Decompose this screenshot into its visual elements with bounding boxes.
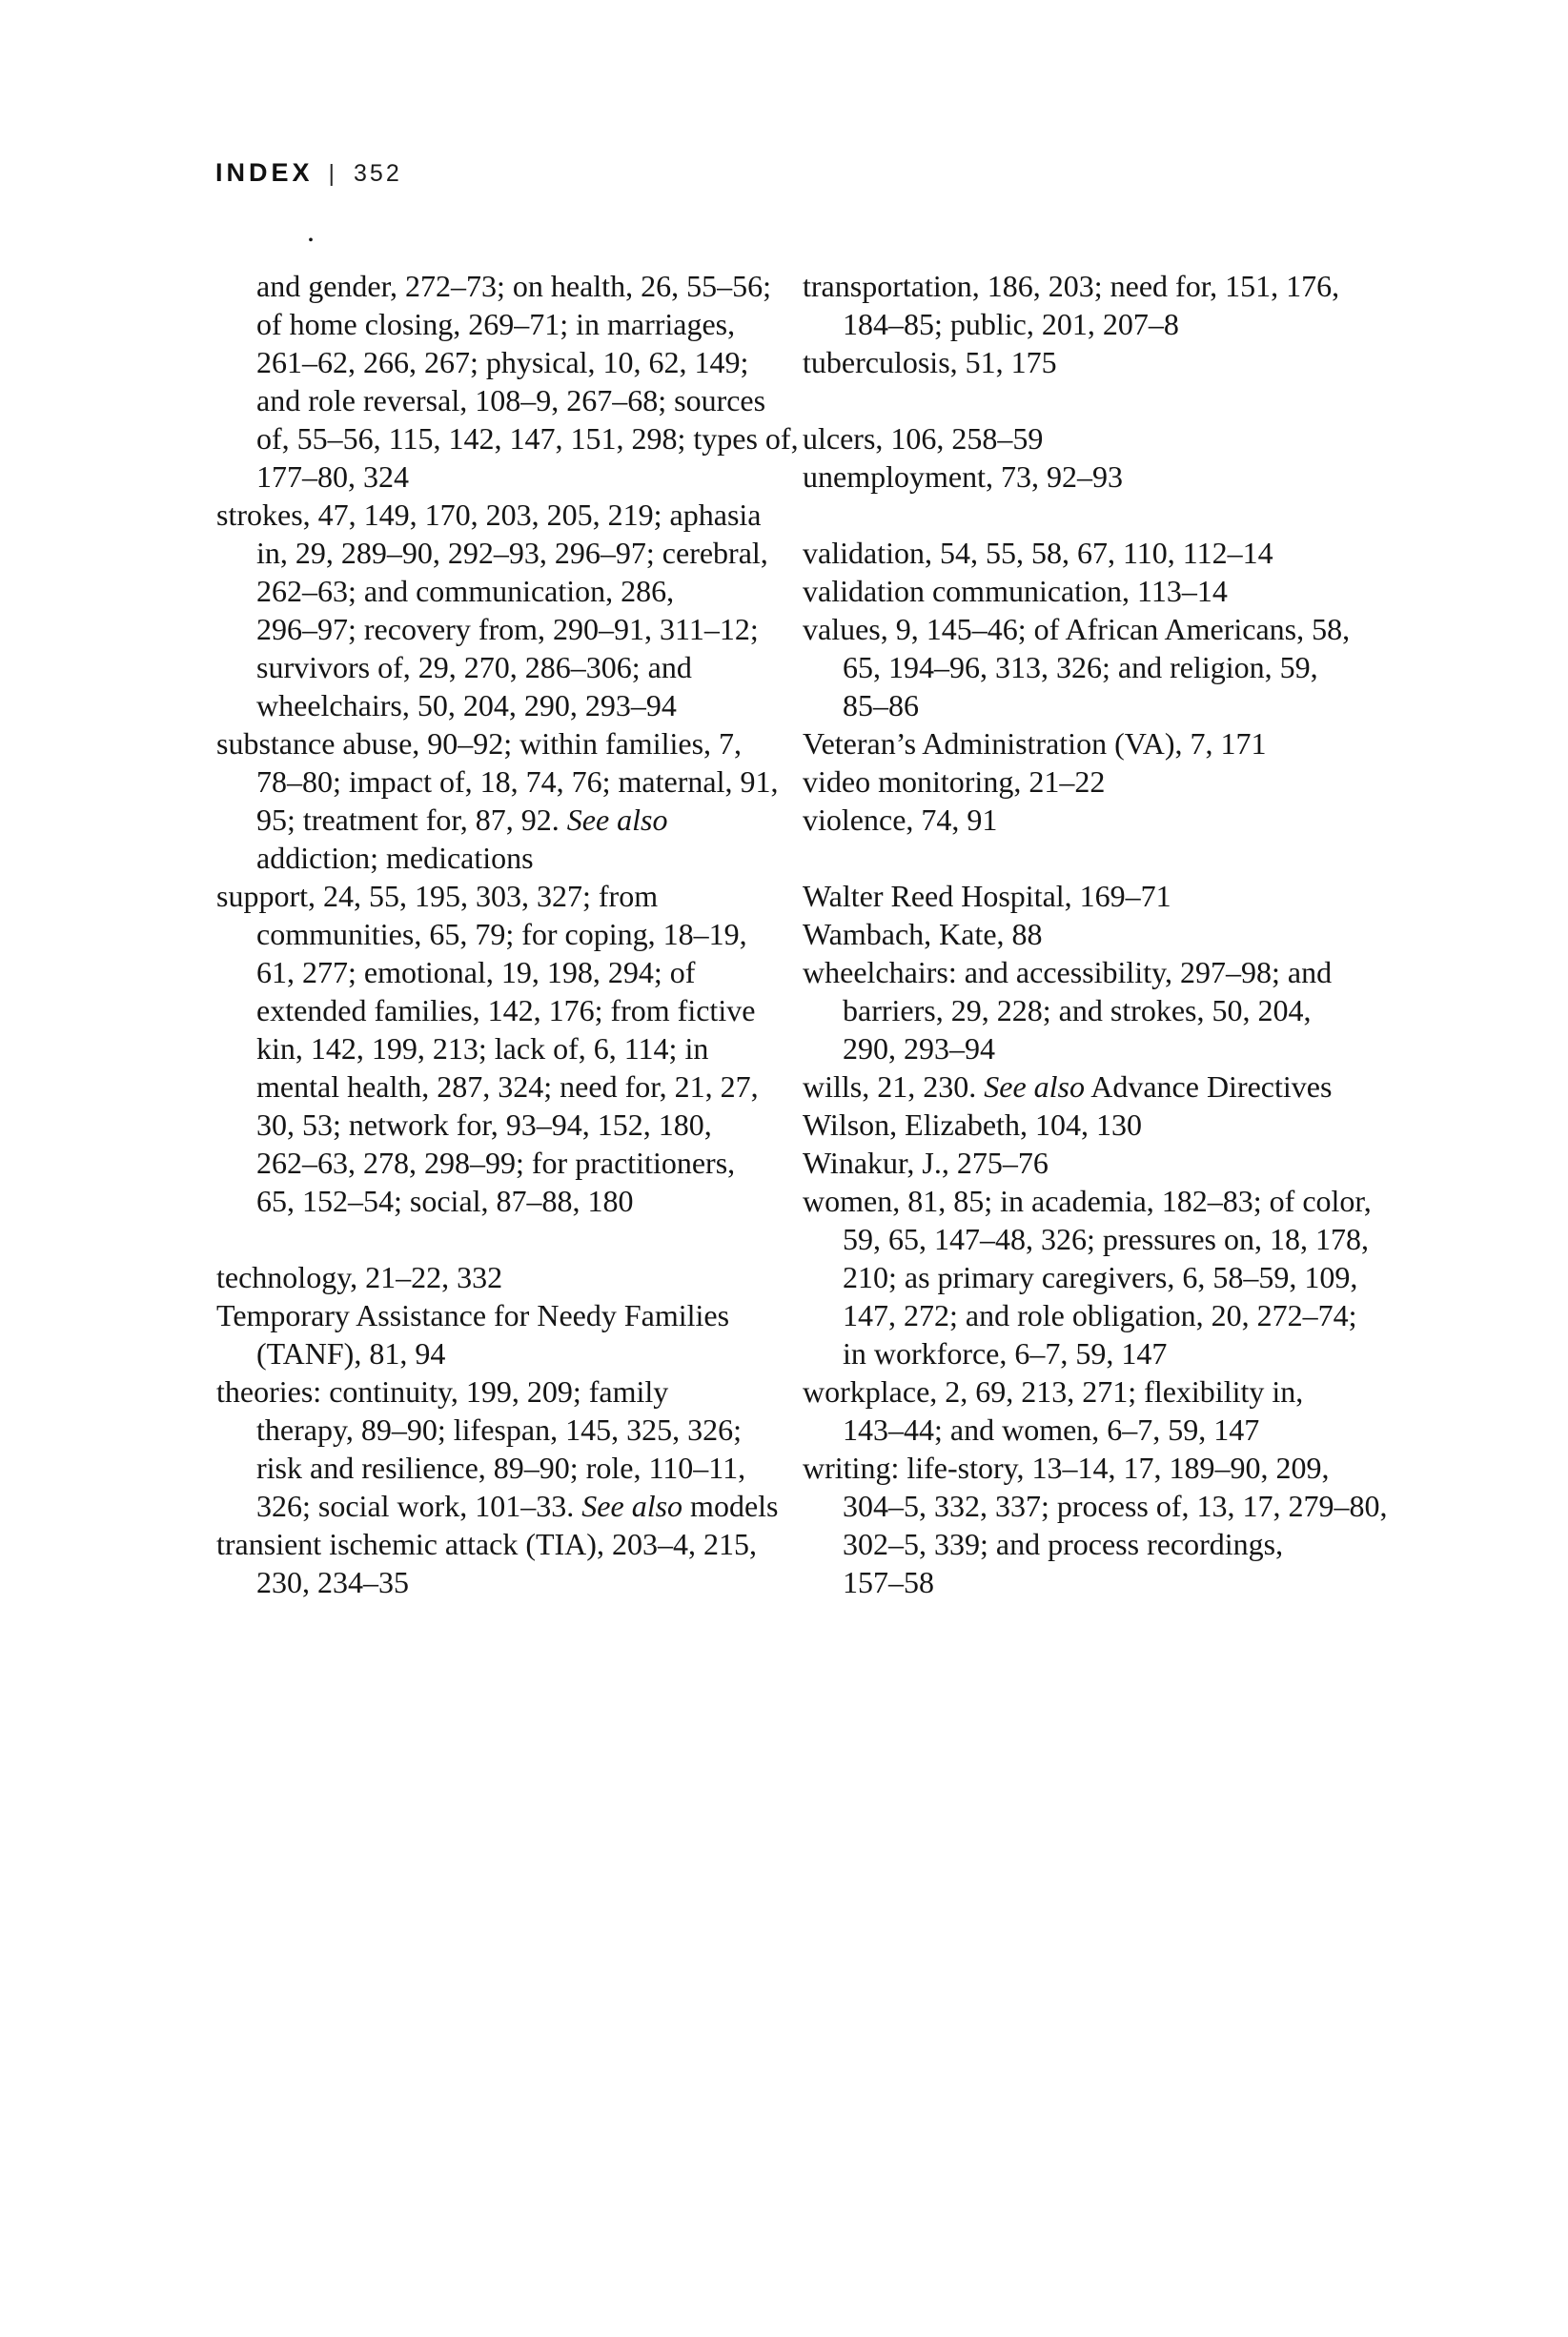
index-entry (803, 534, 1470, 572)
entry-text: 65, 152–54; social, 87–88, 180 (256, 1184, 634, 1218)
entry-text: 59, 65, 147–48, 326; pressures on, 18, 178, (843, 1222, 1369, 1256)
entry-text: 157–58 (843, 1565, 934, 1599)
entry-text: 261–62, 266, 267; physical, 10, 62, 149; (256, 345, 749, 379)
index-entry-line (803, 991, 1470, 1029)
index-entry (216, 496, 826, 724)
entry-text: women, 81, 85; in academia, 182–83; of color, (803, 1184, 1372, 1218)
index-entry-line (216, 267, 826, 305)
index-entry-line (216, 648, 826, 686)
index-entry-line (803, 1144, 1470, 1182)
index-entry-line (216, 1449, 826, 1487)
index-entry-line (216, 877, 826, 915)
index-entry-line (803, 953, 1470, 991)
header-separator: | (328, 160, 336, 187)
index-entry (216, 724, 826, 877)
index-entry-line (216, 1029, 826, 1067)
entry-text: 230, 234–35 (256, 1565, 409, 1599)
entry-text: communities, 65, 79; for coping, 18–19, (256, 917, 747, 951)
index-entry-line (803, 648, 1470, 686)
entry-text: 290, 293–94 (843, 1031, 995, 1066)
entry-text: and gender, 272–73; on health, 26, 55–56; (256, 269, 771, 303)
entry-text: 177–80, 324 (256, 459, 409, 494)
index-entry-line (803, 305, 1470, 343)
section-gap (803, 839, 1470, 877)
entry-text: 262–63; and communication, 286, (256, 574, 675, 608)
entry-text: 302–5, 339; and process recordings, (843, 1527, 1284, 1561)
index-entry (803, 724, 1470, 762)
entry-text: 61, 277; emotional, 19, 198, 294; of (256, 955, 696, 989)
index-entry-line (216, 457, 826, 496)
index-entry (803, 1449, 1470, 1601)
index-entry-line (803, 1182, 1470, 1220)
index-entry-line (216, 343, 826, 381)
index-entry (216, 1296, 826, 1372)
index-entry-line (216, 686, 826, 724)
index-entry-line (803, 1449, 1470, 1487)
index-entry-line (216, 305, 826, 343)
index-entry-line (216, 419, 826, 457)
index-entry-line (216, 1372, 826, 1411)
index-entry (803, 1372, 1470, 1449)
index-entry-line (803, 877, 1470, 915)
entry-text: 184–85; public, 201, 207–8 (843, 307, 1179, 341)
index-entry-line (803, 267, 1470, 305)
index-entry-line (803, 419, 1470, 457)
index-entry (803, 915, 1470, 953)
entry-text: technology, 21–22, 332 (216, 1260, 503, 1294)
entry-text: 296–97; recovery from, 290–91, 311–12; (256, 612, 759, 646)
page-header (215, 158, 402, 188)
index-entry-line (803, 1220, 1470, 1258)
index-entry-line (803, 1372, 1470, 1411)
index-heading: INDEX (215, 158, 314, 187)
entry-text: strokes, 47, 149, 170, 203, 205, 219; aphasia (216, 498, 762, 532)
index-entry-line (803, 1067, 1470, 1106)
entry-text: writing: life-story, 13–14, 17, 189–90, 209, (803, 1451, 1330, 1485)
orphan-period-mark: . (307, 213, 315, 248)
entry-text: 210; as primary caregivers, 6, 58–59, 109, (843, 1260, 1358, 1294)
entry-text: transient ischemic attack (TIA), 203–4, 215, (216, 1527, 757, 1561)
index-right-column (803, 267, 1470, 1601)
index-entry (216, 1372, 826, 1525)
index-entry-line (803, 457, 1470, 496)
entry-text: mental health, 287, 324; need for, 21, 27, (256, 1069, 759, 1104)
index-entry (803, 953, 1470, 1067)
entry-text: Winakur, J., 275–76 (803, 1146, 1049, 1180)
index-entry (803, 1182, 1470, 1372)
index-entry-line (803, 801, 1470, 839)
index-entry-line (216, 381, 826, 419)
index-entry-line (803, 572, 1470, 610)
index-entry (803, 1106, 1470, 1144)
entry-text: 326; social work, 101–33. (256, 1489, 582, 1523)
entry-text: violence, 74, 91 (803, 803, 998, 837)
index-entry-line (803, 1411, 1470, 1449)
index-entry-line (803, 686, 1470, 724)
entry-text: substance abuse, 90–92; within families, 7, (216, 726, 743, 761)
index-entry-line (216, 1258, 826, 1296)
index-entry (803, 419, 1470, 457)
entry-text: Temporary Assistance for Needy Families (216, 1298, 730, 1332)
index-entry-line (216, 610, 826, 648)
index-entry-line (803, 1296, 1470, 1334)
entry-text: extended families, 142, 176; from fictive (256, 993, 756, 1027)
index-entry-line (803, 1334, 1470, 1372)
entry-text: validation communication, 113–14 (803, 574, 1228, 608)
index-entry-line (216, 496, 826, 534)
index-entry-line (803, 915, 1470, 953)
entry-text: 143–44; and women, 6–7, 59, 147 (843, 1412, 1260, 1447)
index-entry-line (216, 572, 826, 610)
index-entry-line (216, 953, 826, 991)
see-also-cross-reference: See also (984, 1069, 1085, 1104)
index-left-column (216, 267, 826, 1601)
entry-text: ulcers, 106, 258–59 (803, 421, 1044, 456)
index-entry (216, 1525, 826, 1601)
entry-text: in workforce, 6–7, 59, 147 (843, 1336, 1168, 1371)
index-entry-line (803, 610, 1470, 648)
entry-text: 65, 194–96, 313, 326; and religion, 59, (843, 650, 1318, 684)
entry-text: 30, 53; network for, 93–94, 152, 180, (256, 1108, 712, 1142)
entry-text: 78–80; impact of, 18, 74, 76; maternal, 91, (256, 764, 779, 799)
entry-text: unemployment, 73, 92–93 (803, 459, 1123, 494)
entry-text: of, 55–56, 115, 142, 147, 151, 298; types of, (256, 421, 799, 456)
entry-text: addiction; medications (256, 841, 534, 875)
entry-text: theories: continuity, 199, 209; family (216, 1374, 669, 1409)
index-entry (803, 1067, 1470, 1106)
section-gap (803, 381, 1470, 419)
see-also-cross-reference: See also (581, 1489, 683, 1523)
index-entry (216, 267, 826, 496)
index-entry (803, 572, 1470, 610)
page-number: 352 (354, 160, 402, 187)
entry-text: risk and resilience, 89–90; role, 110–11, (256, 1451, 746, 1485)
entry-text: Advance Directives (1084, 1069, 1333, 1104)
index-entry-line (803, 1525, 1470, 1563)
index-entry-line (216, 1525, 826, 1563)
see-also-cross-reference: See also (566, 803, 668, 837)
entry-text: support, 24, 55, 195, 303, 327; from (216, 879, 659, 913)
index-entry (803, 762, 1470, 801)
index-entry-line (803, 1258, 1470, 1296)
entry-text: Veteran’s Administration (VA), 7, 171 (803, 726, 1267, 761)
index-entry (803, 1144, 1470, 1182)
section-gap (803, 496, 1470, 534)
index-entry-line (216, 1334, 826, 1372)
entry-text: barriers, 29, 228; and strokes, 50, 204, (843, 993, 1312, 1027)
index-entry-line (216, 915, 826, 953)
index-entry-line (216, 839, 826, 877)
entry-text: Wambach, Kate, 88 (803, 917, 1043, 951)
index-entry-line (216, 1182, 826, 1220)
entry-text: therapy, 89–90; lifespan, 145, 325, 326; (256, 1412, 742, 1447)
entry-text: 304–5, 332, 337; process of, 13, 17, 279–80, (843, 1489, 1388, 1523)
entry-text: wheelchairs, 50, 204, 290, 293–94 (256, 688, 677, 722)
index-entry (803, 457, 1470, 496)
index-entry-line (216, 534, 826, 572)
index-entry-line (216, 991, 826, 1029)
index-entry (803, 610, 1470, 724)
index-entry (803, 267, 1470, 343)
index-entry-line (803, 762, 1470, 801)
index-entry-line (803, 1563, 1470, 1601)
index-entry (216, 1258, 826, 1296)
entry-text: Walter Reed Hospital, 169–71 (803, 879, 1171, 913)
index-entry (803, 343, 1470, 381)
index-entry-line (216, 1563, 826, 1601)
entry-text: survivors of, 29, 270, 286–306; and (256, 650, 692, 684)
entry-text: video monitoring, 21–22 (803, 764, 1106, 799)
index-entry-line (216, 1144, 826, 1182)
entry-text: 262–63, 278, 298–99; for practitioners, (256, 1146, 736, 1180)
entry-text: wills, 21, 230. (803, 1069, 985, 1104)
entry-text: wheelchairs: and accessibility, 297–98; and (803, 955, 1333, 989)
entry-text: of home closing, 269–71; in marriages, (256, 307, 736, 341)
index-entry-line (216, 1411, 826, 1449)
index-entry-line (803, 724, 1470, 762)
index-entry-line (803, 1487, 1470, 1525)
index-entry-line (216, 1296, 826, 1334)
index-entry (803, 877, 1470, 915)
entry-text: 95; treatment for, 87, 92. (256, 803, 567, 837)
index-entry-line (216, 801, 826, 839)
entry-text: tuberculosis, 51, 175 (803, 345, 1057, 379)
entry-text: and role reversal, 108–9, 267–68; sources (256, 383, 766, 417)
index-entry-line (216, 1487, 826, 1525)
index-entry (803, 801, 1470, 839)
entry-text: workplace, 2, 69, 213, 271; flexibility in, (803, 1374, 1304, 1409)
entry-text: in, 29, 289–90, 292–93, 296–97; cerebral, (256, 536, 768, 570)
entry-text: (TANF), 81, 94 (256, 1336, 446, 1371)
index-entry-line (216, 1106, 826, 1144)
entry-text: 147, 272; and role obligation, 20, 272–74; (843, 1298, 1357, 1332)
index-entry-line (803, 343, 1470, 381)
index-entry-line (216, 724, 826, 762)
entry-text: validation, 54, 55, 58, 67, 110, 112–14 (803, 536, 1273, 570)
entry-text: values, 9, 145–46; of African Americans, 58, (803, 612, 1351, 646)
entry-text: kin, 142, 199, 213; lack of, 6, 114; in (256, 1031, 709, 1066)
index-entry-line (803, 1106, 1470, 1144)
entry-text: 85–86 (843, 688, 919, 722)
index-entry-line (803, 1029, 1470, 1067)
index-entry-line (216, 1067, 826, 1106)
entry-text: models (682, 1489, 779, 1523)
index-entry-line (216, 762, 826, 801)
index-entry (216, 877, 826, 1220)
entry-text: Wilson, Elizabeth, 104, 130 (803, 1108, 1142, 1142)
entry-text: transportation, 186, 203; need for, 151, 176, (803, 269, 1340, 303)
section-gap (216, 1220, 826, 1258)
index-entry-line (803, 534, 1470, 572)
